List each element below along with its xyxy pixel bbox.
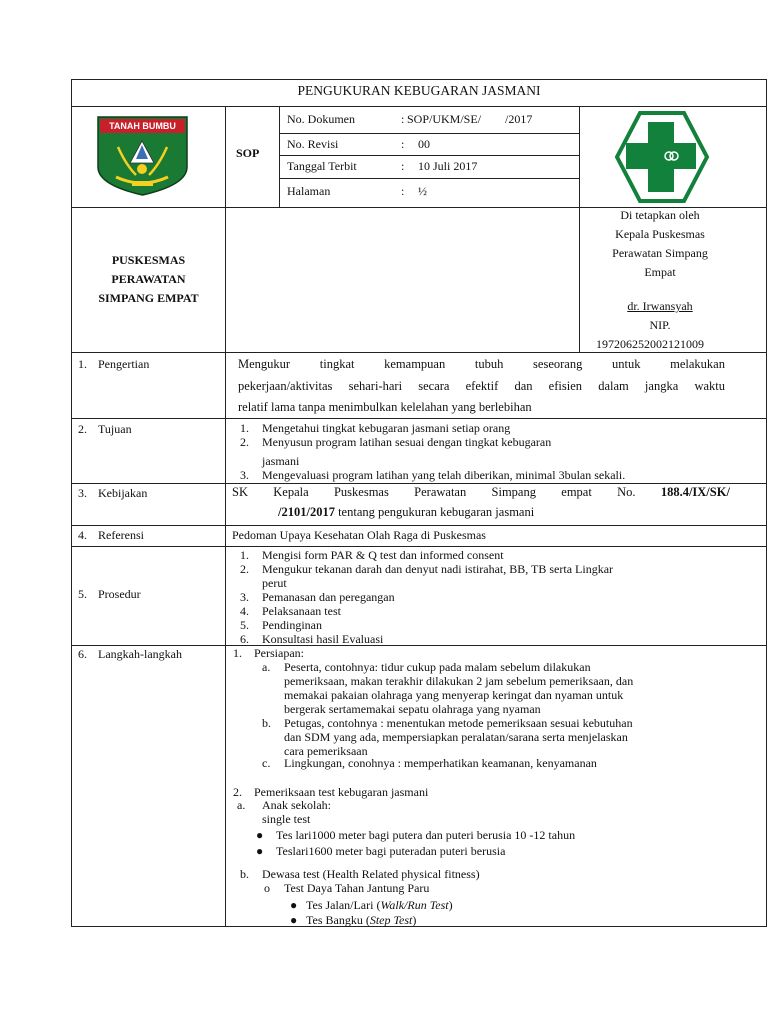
referensi-text: Pedoman Upaya Kesehatan Olah Raga di Puskesmas: [232, 528, 486, 542]
test-item: Teslari1600 meter bagi puteradan puteri berusia: [276, 844, 506, 858]
kebijakan-line-2: [278, 505, 534, 519]
tes-bangku-close: ): [412, 913, 417, 927]
meta-value-halaman: ½: [418, 184, 427, 198]
kebijakan-text: tentang pengukuran kebugaran jasmani: [338, 505, 535, 519]
daya-mark: o: [264, 881, 270, 895]
anak-mark: a.: [237, 798, 246, 812]
meta-value-tanggal-terbit: 10 Juli 2017: [418, 159, 478, 173]
meta-label-halaman: Halaman: [287, 184, 331, 198]
persiapan-a-line: memakai pakaian olahraga yang menyerap keringat dan nyaman untuk: [284, 688, 624, 702]
tes-jalan-lari-text: Tes Jalan/Lari (: [306, 898, 381, 912]
persiapan-b-line: cara pemeriksaan: [284, 744, 368, 758]
tujuan-item: Menyusun program latihan sesuai dengan tingkat kebugaran: [262, 435, 552, 449]
persiapan-a-line: Peserta, contohnya: tidur cukup pada malam sebelum dilakukan: [284, 660, 591, 674]
tes-jalan-lari-close: ): [448, 898, 453, 912]
sop-label: SOP: [236, 146, 260, 160]
rule-approval: [71, 352, 767, 353]
rule-title: [71, 106, 767, 107]
kebijakan-word: SK: [232, 485, 248, 499]
prosedur-item: Pelaksanaan test: [262, 604, 341, 618]
kebijakan-line-1: [232, 485, 730, 499]
section-number: 4.: [78, 528, 87, 542]
approval-line: Kepala Puskesmas: [615, 227, 705, 241]
rule-prosedur: [71, 645, 767, 646]
bullet-icon: ●: [256, 844, 264, 858]
sk-number-part-1: 188.4/IX/SK/: [660, 485, 730, 499]
org-line-3: SIMPANG EMPAT: [98, 291, 199, 305]
prosedur-num: 6.: [240, 632, 249, 646]
approval-line: Empat: [644, 265, 676, 279]
prosedur-num: 3.: [240, 590, 249, 604]
kebijakan-word: Perawatan: [414, 485, 467, 499]
rule-kebijakan: [71, 525, 767, 526]
anak-heading: Anak sekolah:: [262, 798, 331, 812]
bullet-icon: ●: [256, 828, 264, 842]
persiapan-b-line: dan SDM yang ada, mempersiapkan peralatan/sarana serta menjelaskan: [284, 730, 628, 744]
pengertian-line: Mengukur tingkat kemampuan tubuh seseorang untuk melakukan: [238, 357, 725, 371]
approval-name: dr. Irwansyah: [627, 299, 693, 313]
section-label-tujuan: Tujuan: [98, 422, 132, 436]
tes-bangku: [306, 913, 416, 927]
prosedur-num: 2.: [240, 562, 249, 576]
meta-value-no-revisi: 00: [418, 137, 430, 151]
meta-label-tanggal-terbit: Tanggal Terbit: [287, 159, 357, 173]
kebijakan-word: Simpang: [491, 485, 536, 499]
kebijakan-word: empat: [561, 485, 592, 499]
meta-colon: :: [401, 112, 405, 126]
daya-heading: Test Daya Tahan Jantung Paru: [284, 881, 430, 895]
kebijakan-word: No.: [617, 485, 636, 499]
persiapan-a-line: bergerak sertamemakai sepatu olahraga yang nyaman: [284, 702, 541, 716]
puskesmas-logo: [612, 110, 712, 204]
rule-tujuan: [71, 483, 767, 484]
single-test: single test: [262, 812, 311, 826]
meta-value-no-dokumen: SOP/UKM/SE/ /2017: [407, 112, 533, 126]
rule-v-body: [225, 352, 226, 927]
tujuan-num: 2.: [240, 435, 249, 449]
prosedur-item: Pendinginan: [262, 618, 322, 632]
tujuan-num: 3.: [240, 468, 249, 482]
test-item: Tes lari1000 meter bagi putera dan puteri berusia 10 -12 tahun: [276, 828, 576, 842]
meta-label-no-revisi: No. Revisi: [287, 137, 339, 151]
pemeriksaan-heading: Pemeriksaan test kebugaran jasmani: [254, 785, 429, 799]
tes-jalan-lari: [306, 898, 453, 912]
kebijakan-word: Puskesmas: [333, 485, 389, 499]
section-label-pengertian: Pengertian: [98, 357, 150, 371]
section-number: 6.: [78, 647, 87, 661]
meta-label-no-dokumen: No. Dokumen: [287, 112, 355, 126]
section-number: 1.: [78, 357, 87, 371]
persiapan-c-mark: c.: [262, 756, 271, 770]
persiapan-num: 1.: [233, 646, 242, 660]
puskesmas-cross-icon: [612, 110, 712, 204]
prosedur-item: Mengisi form PAR & Q test dan informed consent: [262, 548, 504, 562]
persiapan-b-line: Petugas, contohnya : menentukan metode pemeriksaan sesuai kebutuhan: [284, 716, 633, 730]
tujuan-num: 1.: [240, 421, 249, 435]
rule-referensi: [71, 546, 767, 547]
dewasa-mark: b.: [240, 867, 249, 881]
approval-line: Perawatan Simpang: [612, 246, 708, 260]
tes-jalan-lari-english: Walk/Run Test: [380, 898, 449, 912]
persiapan-b-mark: b.: [262, 716, 271, 730]
rule-meta-2: [279, 155, 580, 156]
tes-bangku-english: Step Test: [369, 913, 413, 927]
section-number: 2.: [78, 422, 87, 436]
sk-number-part-2: /2101/2017: [278, 505, 335, 519]
logo-label: TANAH BUMBU: [109, 121, 176, 131]
tujuan-item: jasmani: [262, 454, 300, 468]
tujuan-item: Mengetahui tingkat kebugaran jasmani setiap orang: [262, 421, 511, 435]
section-number: 3.: [78, 486, 87, 500]
pengertian-line: relatif lama tanpa menimbulkan kelelahan yang berlebihan: [238, 400, 532, 414]
persiapan-c-line: Lingkungan, conohnya : memperhatikan keamanan, kenyamanan: [284, 756, 597, 770]
prosedur-num: 5.: [240, 618, 249, 632]
prosedur-num: 4.: [240, 604, 249, 618]
prosedur-item: Mengukur tekanan darah dan denyut nadi istirahat, BB, TB serta Lingkar: [262, 562, 614, 576]
table-border-bottom: [71, 926, 767, 927]
prosedur-item: Pemanasan dan peregangan: [262, 590, 395, 604]
section-label-prosedur: Prosedur: [98, 587, 141, 601]
section-label-referensi: Referensi: [98, 528, 144, 542]
bullet-icon: ●: [290, 898, 298, 912]
org-line-1: PUSKESMAS: [111, 253, 186, 267]
approval-line: Di tetapkan oleh: [620, 208, 700, 222]
rule-pengertian: [71, 418, 767, 419]
org-line-2: PERAWATAN: [111, 272, 186, 286]
rule-v-logo: [225, 106, 226, 353]
prosedur-item: Konsultasi hasil Evaluasi: [262, 632, 384, 646]
pemeriksaan-num: 2.: [233, 785, 242, 799]
rule-meta-1: [279, 133, 580, 134]
nip-label: NIP.: [649, 318, 671, 332]
rule-v-sop: [279, 106, 280, 207]
meta-colon: :: [401, 184, 405, 198]
tanah-bumbu-logo: [96, 115, 189, 197]
persiapan-heading: Persiapan:: [254, 646, 304, 660]
nip-value: 197206252002121009: [596, 337, 704, 351]
section-label-kebijakan: Kebijakan: [98, 486, 148, 500]
meta-colon: :: [401, 137, 405, 151]
rule-meta-3: [279, 178, 580, 179]
section-label-langkah: Langkah-langkah: [98, 647, 182, 661]
meta-colon: :: [401, 159, 405, 173]
tes-bangku-text: Tes Bangku (: [306, 913, 370, 927]
pengertian-line: pekerjaan/aktivitas sehari-hari secara efektif dan efisien dalam jangka waktu: [238, 379, 725, 393]
kebijakan-word: Kepala: [273, 485, 309, 499]
table-border-top: [71, 79, 767, 80]
persiapan-a-line: pemeriksaan, makan terakhir dilakukan 2 jam sebelum pemeriksaan, dan: [284, 674, 634, 688]
dewasa-heading: Dewasa test (Health Related physical fitness): [262, 867, 480, 881]
persiapan-a-mark: a.: [262, 660, 271, 674]
tujuan-item: Mengevaluasi program latihan yang telah diberikan, minimal 3bulan sekali.: [262, 468, 626, 482]
document-title: PENGUKURAN KEBUGARAN JASMANI: [297, 83, 541, 98]
bullet-icon: ●: [290, 913, 298, 927]
section-number: 5.: [78, 587, 87, 601]
prosedur-item: perut: [262, 576, 287, 590]
prosedur-num: 1.: [240, 548, 249, 562]
